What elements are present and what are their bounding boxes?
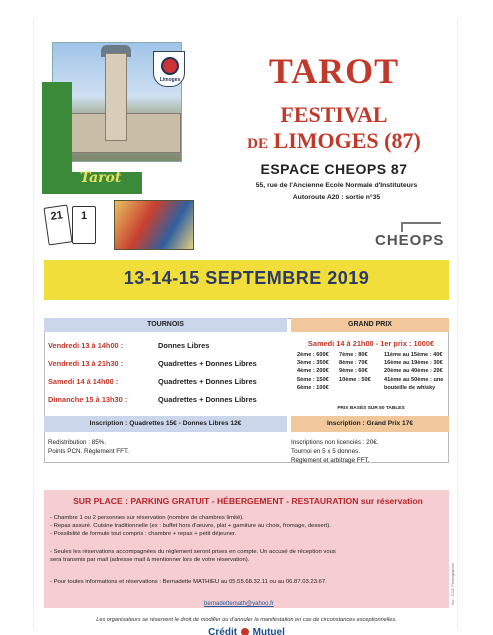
- festival-heading: FESTIVAL: [280, 102, 388, 127]
- contact-email-link[interactable]: bernadettemath@yahoo.fr: [204, 601, 274, 607]
- tournois-heading: TOURNOIS: [44, 318, 287, 332]
- info-line: Redistribution : 85%.: [48, 439, 107, 446]
- sponsor-name-left: Crédit: [208, 627, 238, 635]
- sur-place-title: SUR PLACE : PARKING GRATUIT - HÉBERGEMENT - RESTAURATION sur réservation: [73, 496, 423, 506]
- sponsor-name-right: Mutuel: [252, 627, 285, 635]
- festival-logo: [42, 42, 197, 192]
- tournament-when: Vendredi 13 à 14h00 :: [48, 341, 124, 350]
- tournament-what: Quadrettes + Donnes Libres: [158, 359, 257, 368]
- prize-line: 4ème : 200€: [297, 368, 329, 375]
- info-line: Tournoi en 5 x 5 donnes.: [291, 448, 360, 455]
- crest-emblem: [161, 57, 179, 75]
- prize-basis-note: PRIX BASÉS SUR 50 TABLES: [337, 406, 405, 411]
- tournament-what: Quadrettes + Donnes Libres: [158, 377, 257, 386]
- prize-column-2: [339, 351, 371, 384]
- tournament-when: Vendredi 13 à 21h30 :: [48, 359, 124, 368]
- grand-prix-info: [291, 438, 379, 465]
- prize-line: 6ème : 100€: [297, 384, 329, 391]
- prize-line: 5ème : 150€: [297, 376, 329, 383]
- sur-place-line: - Repas assuré. Cuisine traditionnelle (ex : buffet hors d'œuvre, plat + garniture au choix, fromage, dessert).: [50, 523, 331, 529]
- tournois-inscription: Inscription : Quadrettes 15€ - Donnes Libres 12€: [44, 416, 287, 432]
- prize-line: 3ème : 350€: [297, 360, 329, 367]
- logo-tarot-word: Tarot: [80, 170, 122, 186]
- grand-prix-heading: GRAND PRIX: [291, 318, 449, 332]
- info-line: Règlement et arbitrage FFT.: [291, 457, 370, 464]
- cheops-roof-icon: [401, 222, 441, 232]
- crest-label: Limoges: [159, 77, 181, 83]
- prize-line: 2ème : 600€: [297, 352, 329, 358]
- prize-line: 16ème au 19ème : 30€: [384, 360, 443, 367]
- clock-tower: [105, 53, 127, 141]
- cheops-logo: [371, 222, 451, 250]
- tournois-info: [48, 438, 129, 456]
- prize-line: 8ème : 70€: [339, 360, 368, 367]
- festival-dates: 13-14-15 SEPTEMBRE 2019: [123, 268, 370, 288]
- city-name: LIMOGES (87): [273, 128, 421, 153]
- poster-title: TAROT: [268, 51, 400, 91]
- sur-place-line: sera transmis par mail (adresse mail à mentionner lors de votre réservation).: [50, 557, 250, 563]
- tarot-card: 1: [72, 206, 96, 244]
- grand-prix-title: Samedi 14 à 21h00 - 1er prix : 1000€: [307, 339, 435, 348]
- city-heading: [209, 128, 459, 154]
- info-line: Inscriptions non licenciés : 20€.: [291, 439, 379, 446]
- tarot-figure-card: [114, 200, 194, 250]
- tarot-cards-illustration: [46, 200, 196, 252]
- sur-place-line: - Seules les réservations accompagnées du règlement seront prises en compte. Un accusé de réception vous: [50, 549, 336, 555]
- limoges-crest-icon: [153, 51, 185, 87]
- photo-credit: Illu : CCE Photographie: [450, 563, 455, 605]
- prize-column-1: [297, 351, 329, 392]
- prize-line: 11ème au 15ème : 40€: [384, 352, 443, 358]
- tournament-when: Samedi 14 à 14h00 :: [48, 377, 119, 386]
- info-line: Points PCN. Règlement FFT.: [48, 448, 129, 455]
- tournament-what: Quadrettes + Donnes Libres: [158, 395, 257, 404]
- prize-column-3: [384, 351, 443, 392]
- sponsor-icon: [241, 628, 249, 635]
- venue-road: Autoroute A20 : sortie n°35: [292, 194, 381, 201]
- poster-sheet: [33, 18, 458, 635]
- sur-place-line: - Possibilité de formule tout compris : chambre + repas + petit déjeuner.: [50, 531, 237, 537]
- sur-place-line: - Pour toutes informations et réservations : Bernadette MATHIEU au 05.55.68.32.11 ou au 06.87.03.23.67.: [50, 579, 327, 585]
- prize-line: 41ème au 50ème : une: [384, 376, 444, 383]
- cheops-logo-text: CHEOPS: [375, 232, 445, 249]
- venue-name: ESPACE CHEOPS 87: [260, 161, 408, 177]
- prize-line: 20ème au 40ème : 20€: [384, 368, 443, 375]
- prize-line: bouteille de whisky: [384, 384, 436, 391]
- venue-address: 55, rue de l'Ancienne Ecole Normale d'Instituteurs: [255, 182, 418, 189]
- prize-line: 9ème : 60€: [339, 368, 368, 375]
- tournament-when: Dimanche 15 à 13h30 :: [48, 395, 128, 404]
- prize-line: 10ème : 50€: [339, 376, 371, 383]
- sur-place-line: - Chambre 1 ou 2 personnes sur réservation (nombre de chambres limité).: [50, 515, 244, 521]
- sponsor-logo: [44, 627, 449, 635]
- city-prefix: DE: [247, 136, 269, 152]
- grand-prix-inscription: Inscription : Grand Prix 17€: [291, 416, 449, 432]
- organizer-disclaimer: Les organisateurs se réservent le droit de modifier ou d'annuler la manifestation en cas de circonstances exceptionnelles.: [96, 617, 397, 623]
- tournament-what: Donnes Libres: [158, 341, 210, 350]
- tarot-card: 21: [43, 205, 72, 246]
- prize-line: 7ème : 80€: [339, 352, 368, 358]
